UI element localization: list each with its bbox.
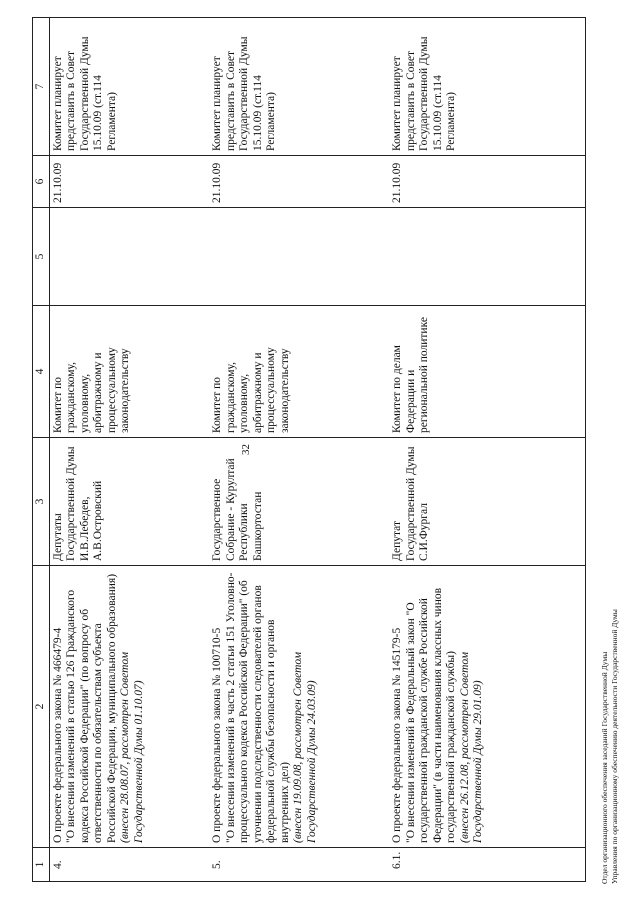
column-header: 7: [33, 18, 50, 156]
bill-title: О проекте федерального закона № 466479-4: [51, 627, 64, 843]
remark: Комитет планирует представить в Совет Государственной Думы 15.10.09 (ст.114 Регламента): [209, 18, 389, 156]
bill-description: [49, 566, 209, 848]
agenda-table: [32, 17, 586, 882]
bill-title: О проекте федерального закона № 145179-5: [391, 627, 404, 843]
header-row: [33, 18, 50, 882]
column-header: 6: [33, 156, 50, 208]
column-header: 4: [33, 306, 50, 438]
page-number: 32: [240, 444, 252, 455]
review-date: 21.10.09: [49, 156, 209, 208]
responsible-committee: Комитет по делам Федерации и региональной политике: [389, 306, 585, 438]
column-header: 5: [33, 208, 50, 306]
column-header: 2: [33, 566, 50, 848]
column-5-cell: [389, 208, 585, 306]
bill-author: Депутат Государственной Думы С.И.Фургал: [389, 438, 585, 566]
bill-note: (внесен 26.12.08, рассмотрен Советом Государственной Думы 29.01.09): [458, 651, 485, 843]
remark: Комитет планирует представить в Совет Государственной Думы 15.10.09 (ст.114 Регламента): [49, 18, 209, 156]
column-header: 1: [33, 848, 50, 882]
bill-body: "О внесении изменений в часть 2 статьи 151 Уголовно-процессуального кодекса Российской Федерации" (об уточнении подследственности следователей органов федеральной службы безопасности и органов внутренних дел): [224, 572, 291, 843]
responsible-committee: Комитет по гражданскому, уголовному, арбитражному и процессуальному законодательству: [209, 306, 389, 438]
column-5-cell: [49, 208, 209, 306]
footer-line-1: Отдел организационного обеспечения заседаний Государственной Думы: [600, 651, 609, 884]
bill-body: "О внесении изменений в Федеральный закон "О государственной гражданской службе Российской Федерации" (в части наименования классных чинов государственной гражданской службы): [404, 587, 458, 843]
review-date: 21.10.09: [389, 156, 585, 208]
bill-description: [389, 566, 585, 848]
bill-body: "О внесении изменений в статью 126 Гражданского кодекса Российской Федерации" (по вопросу об ответственности по обязательствам субъекта Российской Федерации, муниципального образования): [65, 573, 118, 843]
bill-author: Депутаты Государственной Думы И.В.Лебедев, А.В.Островский: [49, 438, 209, 566]
bill-title: О проекте федерального закона № 100710-5: [211, 627, 224, 843]
bill-note: (внесен 19.09.08, рассмотрен Советом Государственной Думы 24.03.09): [292, 651, 318, 843]
item-number: 6.1.: [389, 848, 585, 882]
item-number: 5.: [209, 848, 389, 882]
column-header: 3: [33, 438, 50, 566]
review-date: 21.10.09: [209, 156, 389, 208]
item-number: 4.: [49, 848, 209, 882]
bill-author: Государственное Собрание - Курултай Республики Башкортостан: [209, 438, 389, 566]
bill-note: (внесен 28.08.07, рассмотрен Советом Государственной Думы 01.10.07): [119, 651, 145, 843]
responsible-committee: Комитет по гражданскому, уголовному, арбитражному и процессуальному законодательству: [49, 306, 209, 438]
page-footer: [600, 609, 620, 884]
table-row: [389, 18, 585, 882]
bill-description: [209, 566, 389, 848]
remark: Комитет планирует представить в Совет Государственной Думы 15.10.09 (ст.114 Регламента): [389, 18, 585, 156]
table-row: [209, 18, 389, 882]
footer-line-2: Управления по организационному обеспечению деятельности Государственной Думы: [609, 609, 619, 884]
column-5-cell: [209, 208, 389, 306]
table-row: [49, 18, 209, 882]
